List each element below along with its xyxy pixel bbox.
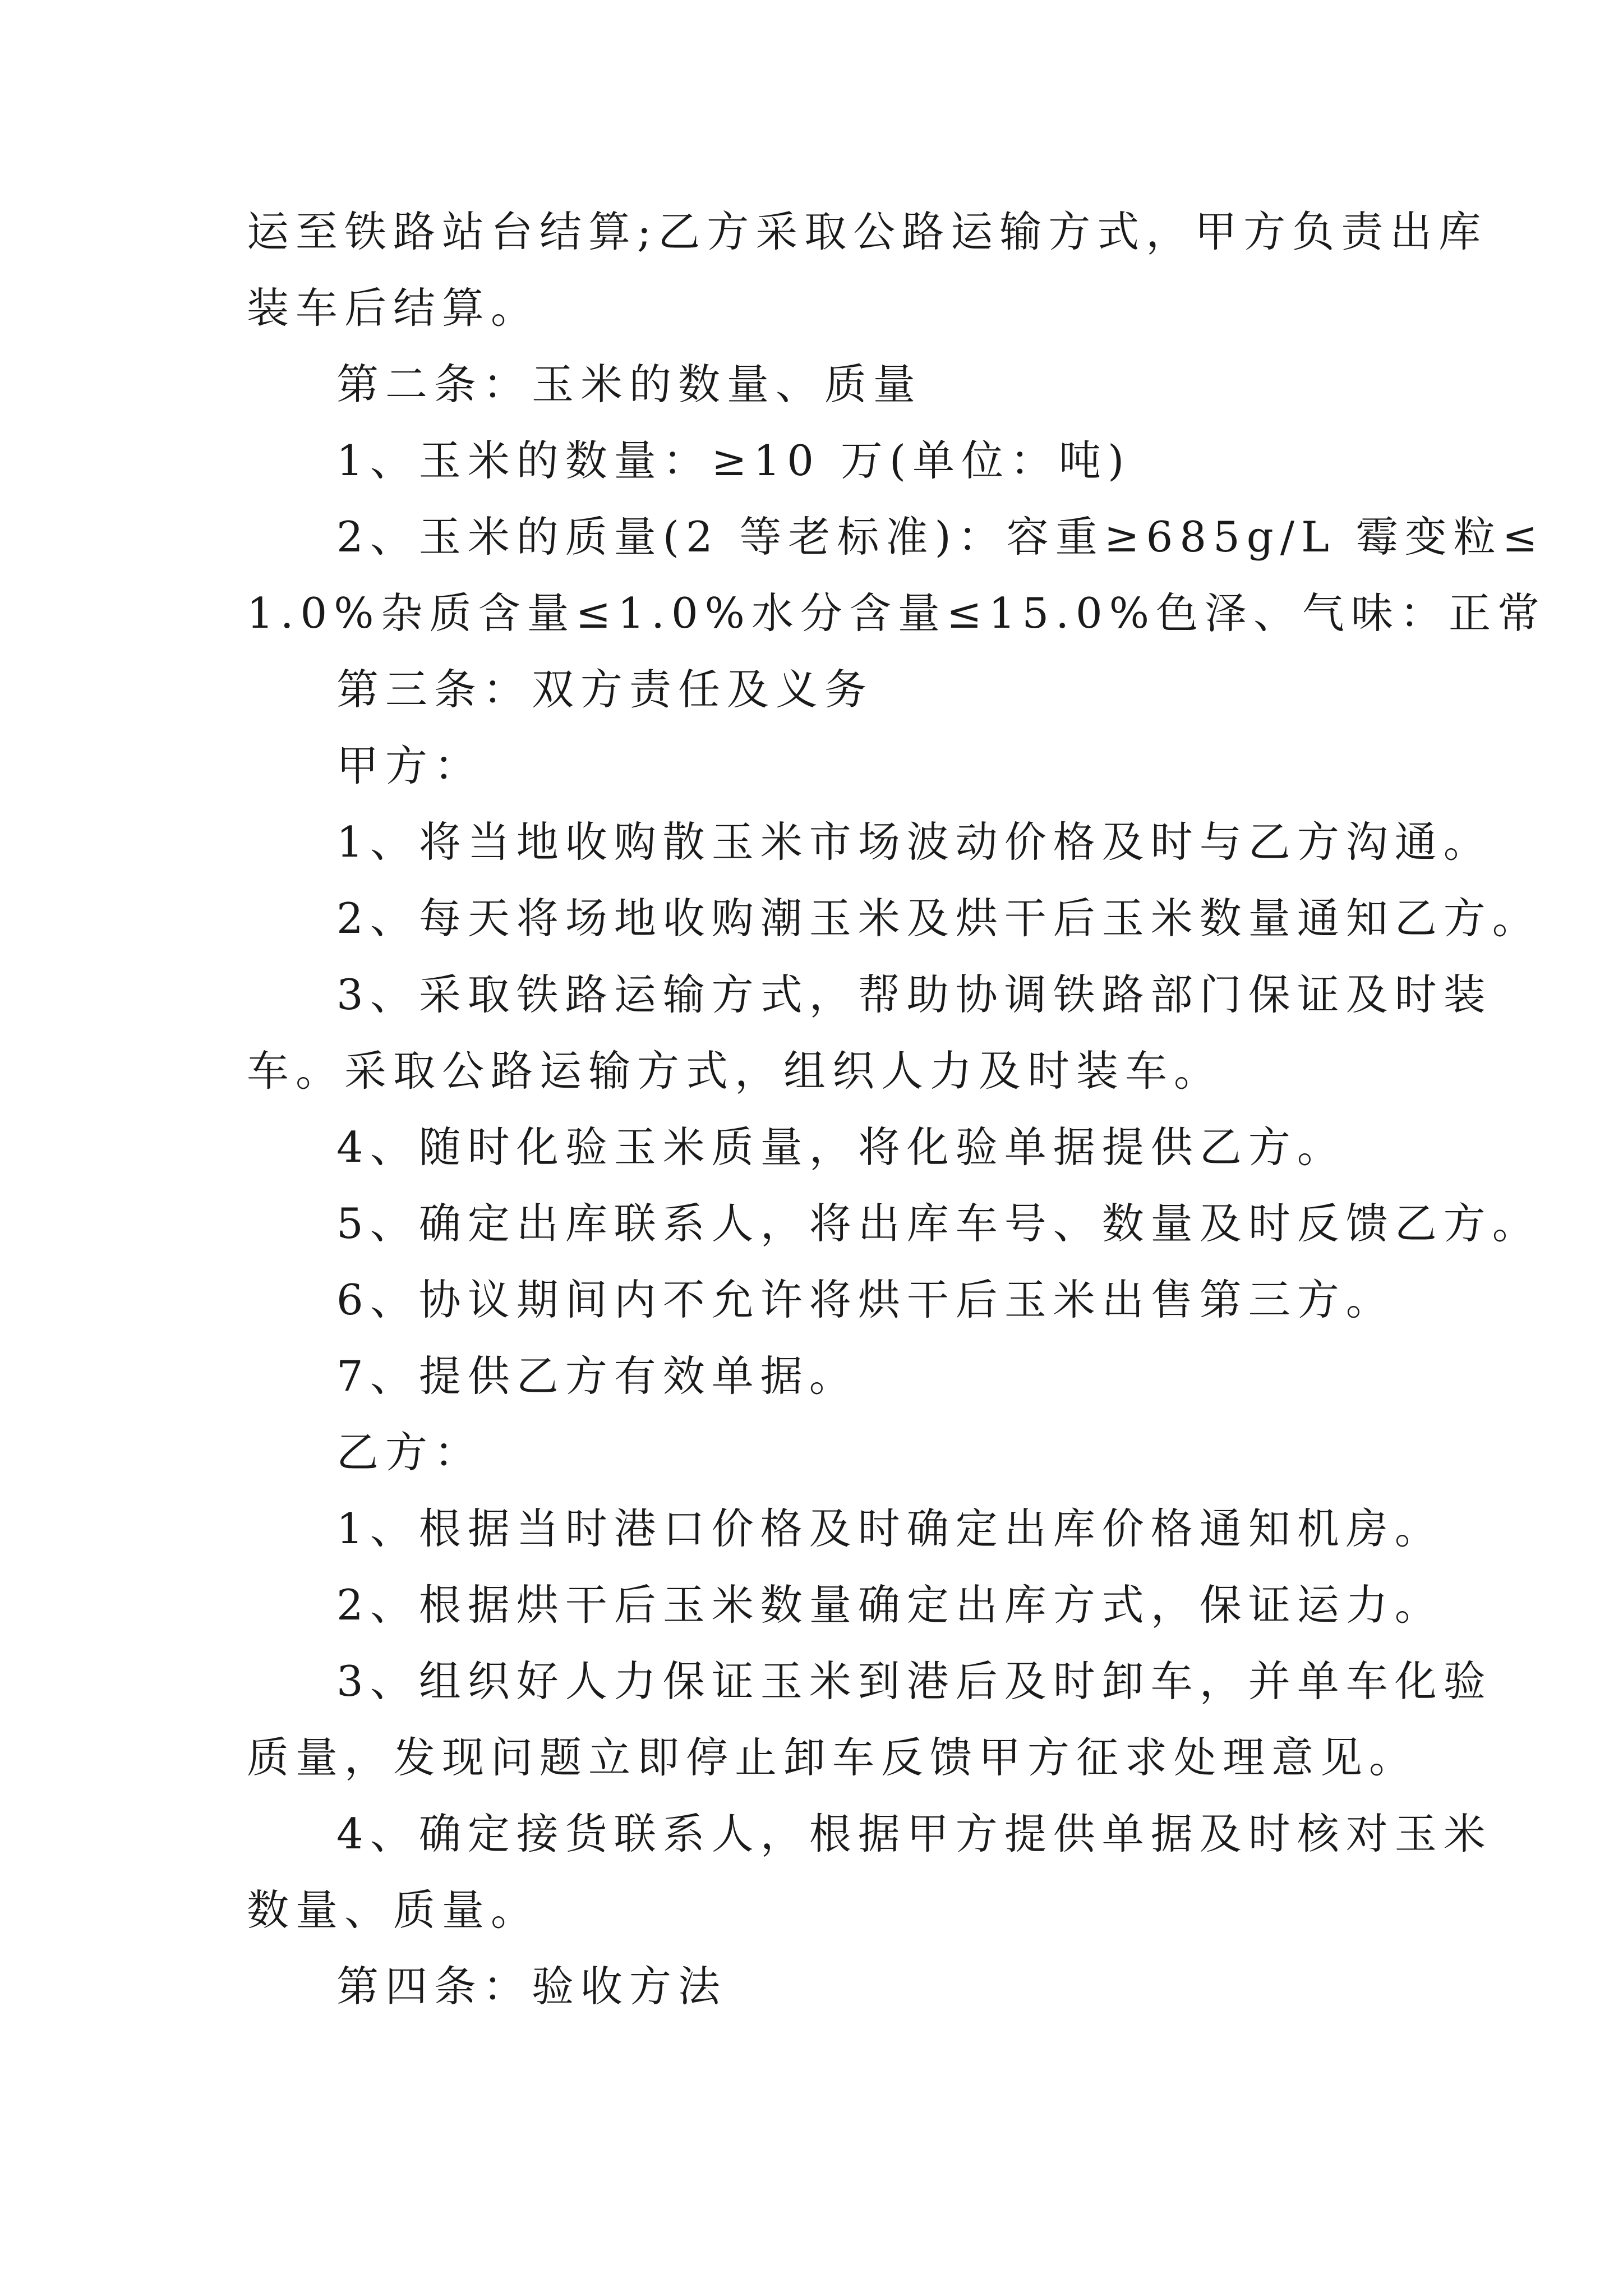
text-line: 数量、质量。 <box>247 1885 540 1935</box>
party-label: 甲方： <box>336 741 483 790</box>
list-item: 4、随时化验玉米质量，将化验单据提供乙方。 <box>336 1122 1346 1172</box>
party-label: 乙方： <box>336 1428 483 1477</box>
list-item: 6、协议期间内不允许将烘干后玉米出售第三方。 <box>336 1275 1395 1324</box>
list-item: 7、提供乙方有效单据。 <box>336 1351 858 1401</box>
list-item: 3、组织好人力保证玉米到港后及时卸车，并单车化验 <box>336 1657 1492 1706</box>
text-line: 2、玉米的质量(2 等老标准)：容重≥685g/L 霉变粒≤ <box>336 512 1544 562</box>
text-line: 质量，发现问题立即停止卸车反馈甲方征求处理意见。 <box>247 1733 1418 1782</box>
list-item: 3、采取铁路运输方式，帮助协调铁路部门保证及时装 <box>336 970 1492 1019</box>
text-line: 车。采取公路运输方式，组织人力及时装车。 <box>247 1046 1223 1096</box>
list-item: 4、确定接货联系人，根据甲方提供单据及时核对玉米 <box>336 1809 1492 1858</box>
text-line: 1.0%杂质含量≤1.0%水分含量≤15.0%色泽、气味：正常 <box>247 588 1547 638</box>
list-item: 1、将当地收购散玉米市场波动价格及时与乙方沟通。 <box>336 817 1492 867</box>
document-body <box>247 194 1547 2024</box>
section-heading: 第二条：玉米的数量、质量 <box>336 360 923 409</box>
list-item: 2、根据烘干后玉米数量确定出库方式，保证运力。 <box>336 1580 1444 1630</box>
section-heading: 第四条：验收方法 <box>336 1962 727 2011</box>
list-item: 2、每天将场地收购潮玉米及烘干后玉米数量通知乙方。 <box>336 894 1541 943</box>
section-heading: 第三条：双方责任及义务 <box>336 665 874 714</box>
text-line: 1、玉米的数量：≥10 万(单位：吨) <box>336 436 1131 485</box>
text-line: 装车后结算。 <box>247 283 540 333</box>
list-item: 5、确定出库联系人，将出库车号、数量及时反馈乙方。 <box>336 1199 1541 1248</box>
list-item: 1、根据当时港口价格及时确定出库价格通知机房。 <box>336 1504 1444 1553</box>
text-line: 运至铁路站台结算;乙方采取公路运输方式，甲方负责出库 <box>247 207 1488 256</box>
